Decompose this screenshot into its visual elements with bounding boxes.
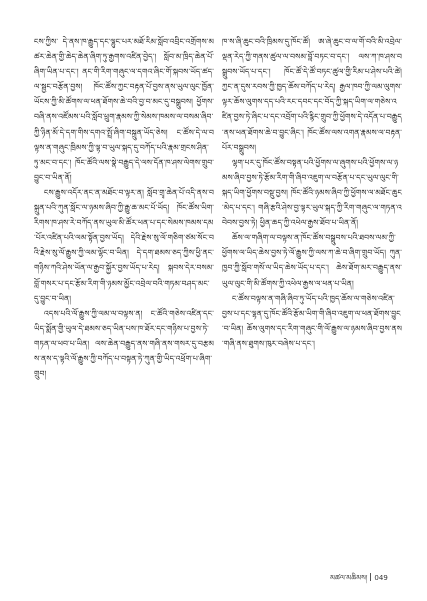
page-number: 049 [374,574,388,582]
paragraph: ཆོས་ལ་གཞིག་ལ་བལྟས་ན་ཁོང་ཚོས་བསྒྲུབས་པའི་ཐབས་ལམ་ཀྱི་ཕྱོགས་ལ་ཡིད་ཆེས་བྱས་ཏེ་ལོ་རྒྱུས་ཀྱི་ལས་ཀ་ཆེ་བ་ཞིག་གྲུབ་ཡོད། ཀུན་ཁྱབ་ཀྱི་སློབ་གསོ་ལ་ཡིད་ཆེས་ཡོད་པ་དང་། ཆེས་ཐོག་མར་བརྒྱུད་ནས་ཡུལ་ལུང་གི་མི་ཚོགས་ཀྱི་འཕེལ་རྒྱས་ལ་ཕན་པ་ཡིན། [222,233,402,288]
paragraph: ངས་རྒྱུས་འདོར་ནང་ན་མཐོང་བ་ལྟར་ན། སློབ་གྲྭ་ཆེན་པོ་འདི་ནས་བསྐྲུན་པའི་ཀུན་སློང་ལ་ཉམས་ཞིབ་ཀྱི་རྒྱུ་ཆ་མང་པོ་ཡོད། ཁོང་ཚོས་ཡིག་རིགས་ཁ་ཤས་རེ་བཀོད་ནས་ཡུལ་མི་ཚོར་ཕན་པ་དང་སེམས་ཁམས་དམ་པོར་འཛིན་པའི་ལམ་སྟོན་བྱས་ཡོད། དེའི་རྗེས་སུ་ལོ་གཅིག་ཙམ་སོང་བའི་རྗེས་སུ་ལོ་རྒྱུས་ཀྱི་ལམ་ལྷོང་བ་ཡིན། དེ་དག་ཐམས་ཅད་ཀྱིས་ཕྱི་ནང་གཉིས་ཀའི་ཤེས་ཡོན་ལ་རྒྱབ་སྐྱོར་བྱས་ཡོད་པ་རེད། སྐབས་དེར་བསམ་བློ་གསར་པ་དང་རྩོམ་རིག་གི་ཉམས་མྱོང་འབྲེལ་བའི་གཏམ་བཤད་མང་དུ་བྱུང་བ་ཡིན། [34,187,214,303]
footer-divider [370,573,371,581]
right-text-column [222,34,402,351]
left-text-column [34,34,214,381]
paragraph: ང་ཚོས་བལྟས་ན་གཞི་ཞིབ་ཏུ་ཡོད་པའི་ཁྱད་ཆོས་ལ་གཅེས་འཛིན་བྱས་པ་དང་ལྷན་དུ་ཁོང་ཚོའི་རྩོམ་ཡིག་གི་ཞིབ་འཇུག་ལ་ཕན་ཐོགས་བྱུང་བ་ཡིན། ཆོས་ལུགས་དང་རིག་གཞུང་གི་ལོ་རྒྱུས་ལ་ཉམས་ཞིབ་བྱས་ནས་གཞི་ནས་ཐུགས་ཁུར་བཞེས་པ་དང་། [222,293,402,348]
paragraph: ཁ་ས་ཞི་ཆུང་བའི་ཁྲིམས་དུ་ཁོང་ཚོ། ཨ་ཞེ་ཆུང་བ་ལ་གོ་བའི་མི་འབྲེལ་ལྡན་རེད་ཀྱི་གནས་ཚུལ་ལ་བསམ་བློ་བཏང་བ་དང་། ལས་ཀ་ཁ་ཤས་བསྒྲུབས་ཡོད་པ་དང་། ཁོང་ཚོ་དེ་ཚོ་བཏང་ཚུལ་གྱི་རིམ་པ་ཤེས་པའི་ཚེ། ཀྱང་ན་དུས་རབས་ཀྱི་ཁྱད་ཆོས་བཀོད་པ་རེད། རྒྱལ་ཁབ་ཀྱི་ལམ་ལུགས་ལྟར་ཆོས་ལུགས་དད་པའི་རང་དབང་དང་བོད་ཀྱི་སྐད་ཡིག་ལ་གཅེས་འཛིན་བྱས་ཏེ་ཞིང་པ་དང་འབྲོག་པའི་རྙིང་གྲུབ་ཀྱི་ཕྱོགས་དེ་འདོན་པ་བརྒྱུད་ནས་ཕན་ཐོགས་ཆེ་བ་བྱུང་ཞིང་། ཁོང་ཚོས་ལས་འགན་རྣམས་ལ་བརྟན་པོར་བསྒྲུབས། [222,37,402,152]
paragraph: ལྷག་པར་དུ་ཁོང་ཚོས་བསྟན་པའི་ཕྱོགས་ལ་ཞུགས་པའི་ཕྱོགས་ལ་ཉམས་ཞིབ་བྱས་ཏེ་རྩོམ་རིག་གི་ཞིབ་འཇུག་ལ་བརྩོན་པ་དང་ཡུལ་ལུང་གི་སྐད་ཡིག་ཕྱོགས་བསྡུ་བྱས། ཁོང་ཚོའི་ཉམས་ཞིབ་ཀྱི་ཕྱོགས་ལ་མཐོང་ཆུང་མེད་པ་དང་། གཞི་རྩའི་ཤེས་བྱ་ལྟར་ཡུལ་སྐད་ཀྱི་རིག་གཞུང་ལ་གཏན་འབེབས་བྱས་ཏེ། ཕྱིན་ཆད་ཀྱི་འཕེལ་རྒྱས་ཐོབ་པ་ཡིན་ནོ། [222,157,402,228]
paragraph: ངས་ཀྱིས་ དེ་ནས་ཁ་རྒྱུད་དང་ལྷུང་པར་མཐོ་རིམ་སློབ་འབྲིང་འགྲོགས་མཚར་ཆེན་གྱི་ཆེད་ཆེན་ཞིག་ཏུ་རྒྱགས་འཛིན་བྱེད་། སློབ་མ་ཁྲིད་ཆེན་པོ་ཞིག་ཡིན་པ་དང་། ནང་གི་རིག་གཞུང་ལ་དགའ་ཞིང་གོ་སྐབས་ཡོད་ཚད་ལ་སྦྱང་བརྩོན་བྱས། ཁོང་ཚོས་ཀྱང་བརྟན་པོ་བྱས་ནས་ཡུལ་ལུང་ཁྱོན་ཡོངས་ཀྱི་མི་ཚོགས་ལ་ཕན་ཐོགས་ཆེ་བའི་བྱ་བ་མང་དུ་བསྒྲུབས། ཕྱོགས་བཞི་ནས་འཛོམས་པའི་སློབ་ཕྲུག་རྣམས་ཀྱི་སེམས་ཁམས་ལ་བསམ་ཞིབ་ཀྱི་ཉིན་མོ་དེ་དག་གིས་དགའ་སྤྲོ་ཞིག་བསྐྲུན་ཡོད་ཅེས། ང་ཚོས་དེ་ལ་བལྟས་ན་གཞུང་ཁྲིམས་ཀྱི་ལྟ་བ་ཡུལ་སྐད་དུ་བཀོད་པའི་རྣམ་གྲངས་ཤིན་ཏུ་མང་བ་དང་། ཁོང་ཚོའི་ལས་སྣེ་བརྒྱུད་དེ་ལས་དོན་ཁ་ཤས་ལེགས་གྲུབ་བྱུང་བ་ཡིན་ནོ། [34,37,214,182]
journal-name: མཚལ་མཆིམས། [330,574,368,582]
page-footer [330,572,400,584]
paragraph: འདས་པའི་ལོ་རྒྱུས་ཀྱི་ལམ་ལ་བལྟས་ན། ང་ཚོའི་གཅེས་འཛིན་དང་ཡིད་སྨོན་གྱི་ཡུལ་དེ་ཐམས་ཅད་ཡིན་པས་ཁ་ཐོར་དང་གཉིས་པ་བྱས་ཏེ་གཏན་ལ་ཕབ་པ་ཡིན། ལས་ཆེན་བརྒྱུད་ནས་གཞི་ནས་གསར་དུ་བརྩམས་ནས་ད་ལྟའི་ལོ་རྒྱུས་ཀྱི་བཀོད་པ་བསྟན་ཏེ་ཀུན་གྱི་ཡིད་འཕྲོག་པ་ཞིག་གྲུབ། [34,308,214,379]
